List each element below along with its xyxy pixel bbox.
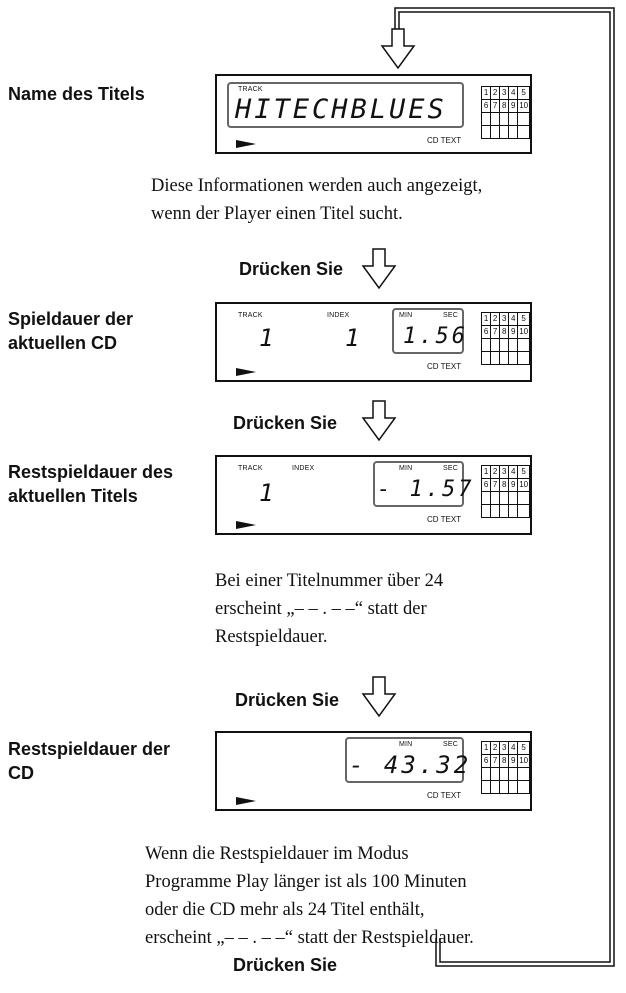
track-number: 1 [259, 479, 277, 507]
play-icon [236, 368, 256, 376]
track-caption: TRACK [238, 465, 263, 472]
time-value: 1.56 [403, 324, 468, 349]
press-label: Drücken Sie [235, 690, 340, 710]
lcd-display-cd-remaining [215, 731, 532, 811]
play-icon [236, 797, 256, 805]
step-label-cd-remaining: Restspieldauer der CD [8, 739, 171, 783]
time-value: - 1.57 [377, 477, 475, 502]
index-caption: INDEX [327, 312, 350, 319]
down-arrow-icon [361, 676, 397, 718]
play-icon [236, 140, 256, 148]
cd-text-label: CD TEXT [427, 362, 462, 371]
step-label-track-remaining: Restspieldauer des aktuellen Titels [8, 462, 174, 506]
track-caption: TRACK [238, 312, 263, 319]
display-text: HITECHBLUES [235, 94, 447, 125]
track-grid: 1 2 3 4 5 6 7 8 9 10 [481, 465, 530, 518]
step-label-playtime: Spieldauer der aktuellen CD [8, 309, 134, 353]
cd-text-label: CD TEXT [427, 515, 462, 524]
cd-text-label: CD TEXT [427, 136, 462, 145]
sec-caption: SEC [443, 312, 458, 319]
lcd-display-track-remaining [215, 455, 532, 535]
note-after-name: Diese Informationen werden auch angezeigt, wenn der Player einen Titel sucht. [151, 176, 483, 224]
press-label: Drücken Sie [233, 955, 338, 975]
index-number: 1 [345, 324, 363, 352]
sec-caption: SEC [443, 741, 458, 748]
track-caption: TRACK [238, 86, 263, 93]
down-arrow-icon [380, 28, 416, 70]
min-caption: MIN [399, 741, 413, 748]
lcd-display-name [215, 74, 532, 154]
cd-text-label: CD TEXT [427, 791, 462, 800]
step-label-name: Name des Titels [8, 84, 145, 104]
press-label: Drücken Sie [239, 259, 344, 279]
sec-caption: SEC [443, 465, 458, 472]
note-after-cd-remaining: Wenn die Restspieldauer im Modus Programme Play länger ist als 100 Minuten oder die CD mehr als 24 Titel enthält, erscheint „– – . – –“ statt der Restspieldauer. [145, 844, 474, 948]
down-arrow-icon [361, 248, 397, 290]
track-grid: 1 2 3 4 5 6 7 8 9 10 [481, 312, 530, 365]
min-caption: MIN [399, 465, 413, 472]
lcd-display-playtime [215, 302, 532, 382]
index-caption: INDEX [292, 465, 315, 472]
press-label: Drücken Sie [233, 413, 338, 433]
note-after-track-remaining: Bei einer Titelnummer über 24 erscheint „– – . – –“ statt der Restspieldauer. [215, 571, 444, 647]
play-icon [236, 521, 256, 529]
time-value: - 43.32 [349, 751, 472, 779]
track-grid: 1 2 3 4 5 6 7 8 9 10 [481, 741, 530, 794]
down-arrow-icon [361, 400, 397, 442]
min-caption: MIN [399, 312, 413, 319]
track-grid: 1 2 3 4 5 6 7 8 9 10 [481, 86, 530, 139]
track-number: 1 [259, 324, 277, 352]
